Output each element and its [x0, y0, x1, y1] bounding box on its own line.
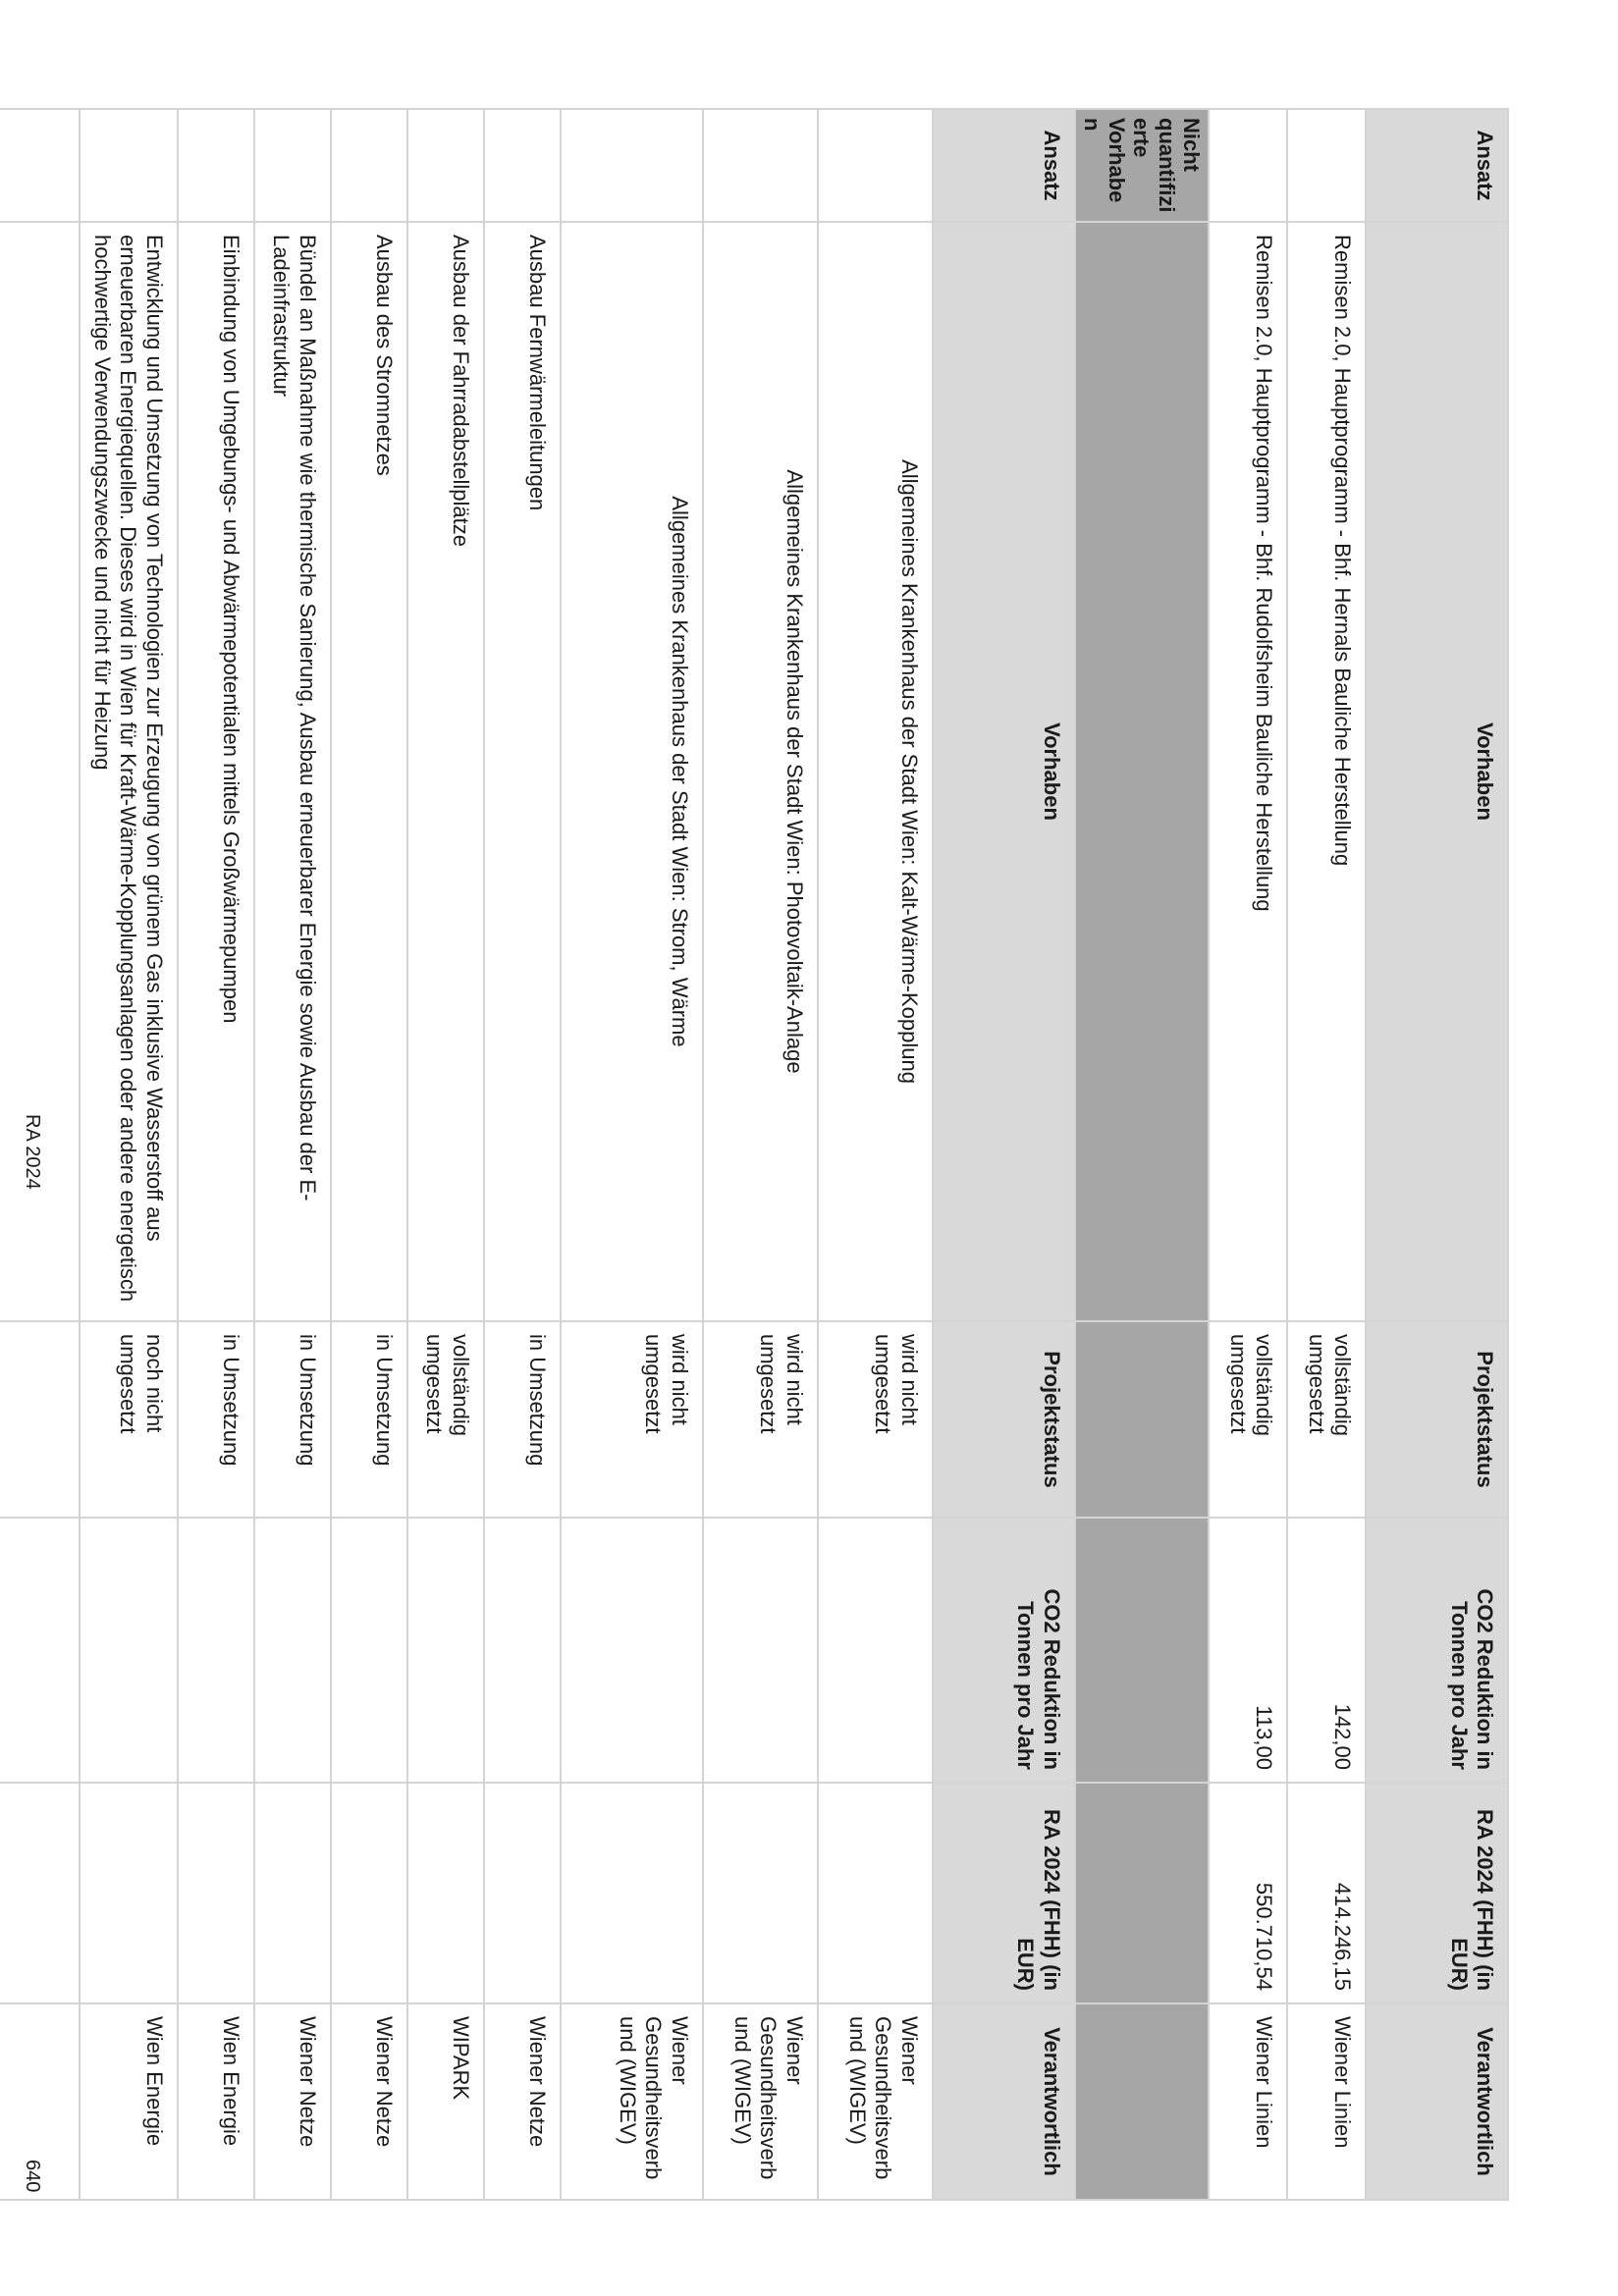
cell-status: vollständig umgesetzt	[407, 1321, 484, 1518]
cell-status: vollständig umgesetzt	[1209, 1321, 1287, 1518]
cell-ansatz	[331, 109, 407, 222]
cell-ra	[178, 1783, 254, 2003]
table-row	[561, 109, 703, 2200]
page-number: 640	[22, 2160, 43, 2193]
cell-vorhaben: Ausbau der Fahrradabstellplätze	[407, 222, 484, 1321]
cell-verantwortlich: Wiener Netze	[331, 2003, 407, 2200]
section-fill	[1075, 2003, 1209, 2200]
table-row	[407, 109, 484, 2200]
header-ra: RA 2024 (FHH) (in EUR)	[1366, 1783, 1508, 2003]
header-projektstatus: Projektstatus	[1366, 1321, 1508, 1518]
cell-vorhaben: Allgemeines Krankenhaus der Stadt Wien: Photovoltaik-Anlage	[703, 222, 818, 1321]
cell-ansatz	[1287, 109, 1366, 222]
table-row	[703, 109, 818, 2200]
cell-vorhaben: Einbindung von Umgebungs- und Abwärmepotentialen mittels Großwärmepumpen	[178, 222, 254, 1321]
cell-vorhaben: Entwicklung und Umsetzung von Technologien zur Erzeugung von grünem Gas inklusive Wasserstoff aus erneuerbaren Energiequellen. Dieses wird in Wien für Kraft-Wärme-Kopplungsanlagen oder andere energetisch hochwertige Verwendungszwecke und nicht für Heizung	[80, 222, 177, 1321]
cell-vorhaben: Allgemeines Krankenhaus der Stadt Wien: Kalt-Wärme-Kopplung	[818, 222, 933, 1321]
cell-ansatz	[703, 109, 818, 222]
cell-ra: 550.710,54	[1209, 1783, 1287, 2003]
header-verantwortlich: Verantwortlich	[933, 2003, 1075, 2200]
cell-vorhaben: Remisen 2.0, Hauptprogramm - Bhf. Hernals Bauliche Herstellung	[1287, 222, 1366, 1321]
cell-co2	[0, 1518, 80, 1783]
header-projektstatus: Projektstatus	[933, 1321, 1075, 1518]
cell-co2	[561, 1518, 703, 1783]
header-ansatz: Ansatz	[933, 109, 1075, 222]
cell-ra	[484, 1783, 561, 2003]
table-row	[80, 109, 177, 2200]
cell-verantwortlich: Wiener Netze	[484, 2003, 561, 2200]
cell-status: noch nicht umgesetzt	[80, 1321, 177, 1518]
cell-status: in Umsetzung	[484, 1321, 561, 1518]
section-fill	[1075, 222, 1209, 1321]
cell-ansatz	[178, 109, 254, 222]
cell-co2: 142,00	[1287, 1518, 1366, 1783]
header-co2: CO2 Reduktion in Tonnen pro Jahr	[1366, 1518, 1508, 1783]
section-fill	[1075, 1783, 1209, 2003]
cell-status: wird nicht umgesetzt	[703, 1321, 818, 1518]
cell-status: in Umsetzung	[254, 1321, 331, 1518]
cell-verantwortlich: Wiener Linien	[1287, 2003, 1366, 2200]
cell-co2: 113,00	[1209, 1518, 1287, 1783]
cell-ansatz	[407, 109, 484, 222]
cell-ansatz	[818, 109, 933, 222]
table-row	[331, 109, 407, 2200]
table-header-row	[1366, 109, 1508, 2200]
cell-status: in Umsetzung	[331, 1321, 407, 1518]
cell-verantwortlich: Wiener Gesundheitsverbund (WIGEV)	[561, 2003, 703, 2200]
table-header-row-2	[933, 109, 1075, 2200]
table-row	[254, 109, 331, 2200]
cell-ra	[80, 1783, 177, 2003]
header-vorhaben: Vorhaben	[1366, 222, 1508, 1321]
table-row	[178, 109, 254, 2200]
cell-vorhaben: Remisen 2.0, Hauptprogramm - Bhf. Rudolfsheim Bauliche Herstellung	[1209, 222, 1287, 1321]
cell-ra	[331, 1783, 407, 2003]
cell-ansatz	[484, 109, 561, 222]
cell-ra	[0, 1783, 80, 2003]
cell-ansatz	[0, 109, 80, 222]
cell-verantwortlich: Wiener Gesundheitsverbund (WIGEV)	[818, 2003, 933, 2200]
cell-ansatz	[254, 109, 331, 222]
cell-co2	[703, 1518, 818, 1783]
cell-verantwortlich: Wien Energie	[80, 2003, 177, 2200]
cell-ra: 414.246,15	[1287, 1783, 1366, 2003]
cell-vorhaben: Ausbau Fernwärmeleitungen	[484, 222, 561, 1321]
cell-ra	[254, 1783, 331, 2003]
cell-co2	[407, 1518, 484, 1783]
cell-vorhaben: Bündel an Maßnahme wie thermische Sanierung, Ausbau erneuerbarer Energie sowie Ausbau der E-Ladeinfrastruktur	[254, 222, 331, 1321]
cell-status: in Umsetzung	[178, 1321, 254, 1518]
cell-ra	[703, 1783, 818, 2003]
cell-ansatz	[80, 109, 177, 222]
cell-verantwortlich: Wien Energie	[178, 2003, 254, 2200]
cell-vorhaben: Ausbau des Stromnetzes	[331, 222, 407, 1321]
footer-document-label: RA 2024	[22, 1114, 43, 1190]
table-row	[1287, 109, 1366, 2200]
cell-co2	[80, 1518, 177, 1783]
cell-ra	[407, 1783, 484, 2003]
table-row	[484, 109, 561, 2200]
table-row	[1209, 109, 1287, 2200]
section-fill	[1075, 1518, 1209, 1783]
section-header-row	[1075, 109, 1209, 2200]
cell-ansatz	[1209, 109, 1287, 222]
cell-co2	[484, 1518, 561, 1783]
cell-verantwortlich: WIPARK	[407, 2003, 484, 2200]
cell-verantwortlich: Wiener Netze	[254, 2003, 331, 2200]
section-fill	[1075, 1321, 1209, 1518]
cell-verantwortlich: Wiener Gesundheitsverbund (WIGEV)	[703, 2003, 818, 2200]
investment-table	[0, 108, 1509, 2201]
section-title: Nicht quantifizierte Vorhaben	[1075, 109, 1209, 222]
header-vorhaben: Vorhaben	[933, 222, 1075, 1321]
cell-status: wird nicht umgesetzt	[818, 1321, 933, 1518]
cell-status	[0, 1321, 80, 1518]
cell-co2	[178, 1518, 254, 1783]
cell-co2	[254, 1518, 331, 1783]
cell-ra	[561, 1783, 703, 2003]
cell-co2	[818, 1518, 933, 1783]
cell-co2	[331, 1518, 407, 1783]
cell-vorhaben: Allgemeines Krankenhaus der Stadt Wien: Strom, Wärme	[561, 222, 703, 1321]
cell-ansatz	[561, 109, 703, 222]
cell-verantwortlich: Wiener Linien	[1209, 2003, 1287, 2200]
header-verantwortlich: Verantwortlich	[1366, 2003, 1508, 2200]
cell-status: wird nicht umgesetzt	[561, 1321, 703, 1518]
table-row	[818, 109, 933, 2200]
header-co2: CO2 Reduktion in Tonnen pro Jahr	[933, 1518, 1075, 1783]
cell-ra	[818, 1783, 933, 2003]
header-ra: RA 2024 (FHH) (in EUR)	[933, 1783, 1075, 2003]
header-ansatz: Ansatz	[1366, 109, 1508, 222]
cell-status: vollständig umgesetzt	[1287, 1321, 1366, 1518]
